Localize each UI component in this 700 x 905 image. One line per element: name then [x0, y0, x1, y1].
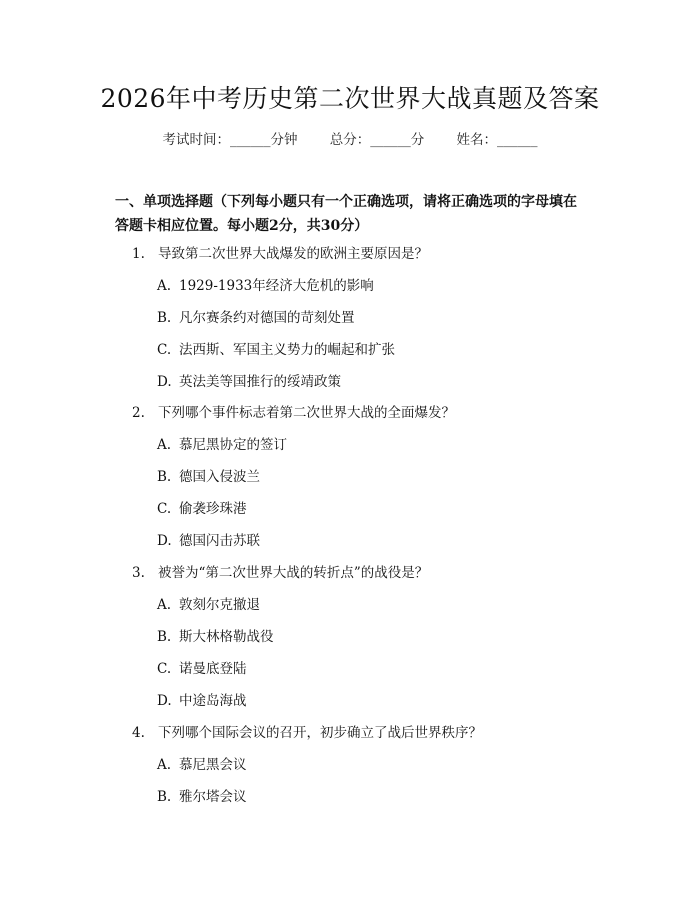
option-letter: C. [157, 661, 172, 677]
question-2-option-b [157, 467, 260, 487]
question-number: 4. [132, 725, 145, 741]
option-text: 偷袭珍珠港 [179, 501, 247, 517]
question-4-option-b [157, 787, 247, 807]
option-text: 雅尔塔会议 [179, 789, 247, 805]
option-text: 德国入侵波兰 [179, 469, 260, 485]
option-letter: B. [157, 310, 172, 326]
option-letter: B. [157, 629, 172, 645]
question-2-option-d [157, 531, 260, 551]
question-text: 下列哪个国际会议的召开，初步确立了战后世界秩序？ [158, 725, 482, 741]
option-text: 斯大林格勒战役 [179, 629, 274, 645]
option-text: 英法美等国推行的绥靖政策 [179, 374, 341, 390]
option-text: 法西斯、军国主义势力的崛起和扩张 [179, 342, 395, 358]
question-1-option-a [157, 276, 374, 296]
option-letter: A. [157, 437, 172, 453]
page-title: 2026年中考历史第二次世界大战真题及答案 [100, 84, 600, 113]
option-text: 敦刻尔克撤退 [179, 597, 260, 613]
question-3-option-a [157, 595, 260, 615]
question-text: 被誉为“第二次世界大战的转折点”的战役是？ [158, 565, 429, 581]
exam-time-label: 考试时间：______分钟 [162, 132, 298, 148]
question-text: 导致第二次世界大战爆发的欧洲主要原因是？ [158, 246, 428, 262]
question-number: 3. [132, 565, 145, 581]
question-3 [132, 563, 428, 583]
section-heading: 一、单项选择题（下列每小题只有一个正确选项，请将正确选项的字母填在答题卡相应位置。每小题2分，共30分） [115, 194, 577, 234]
option-letter: C. [157, 342, 172, 358]
question-number: 1. [132, 246, 145, 262]
question-4-option-a [157, 755, 247, 775]
option-letter: D. [157, 693, 172, 709]
option-letter: D. [157, 374, 172, 390]
option-text: 中途岛海战 [179, 693, 247, 709]
option-letter: A. [157, 278, 172, 294]
total-score-label: 总分：______分 [329, 132, 425, 148]
question-2 [132, 403, 455, 423]
option-text: 凡尔赛条约对德国的苛刻处置 [179, 310, 355, 326]
option-text: 德国闪击苏联 [179, 533, 260, 549]
option-letter: C. [157, 501, 172, 517]
question-3-option-b [157, 627, 274, 647]
question-2-option-a [157, 435, 287, 455]
option-text: 诺曼底登陆 [179, 661, 247, 677]
question-3-option-d [157, 691, 247, 711]
option-text: 慕尼黑协定的签订 [179, 437, 287, 453]
option-letter: D. [157, 533, 172, 549]
option-letter: A. [157, 757, 172, 773]
option-text: 慕尼黑会议 [179, 757, 247, 773]
question-2-option-c [157, 499, 247, 519]
question-text: 下列哪个事件标志着第二次世界大战的全面爆发？ [158, 405, 455, 421]
question-3-option-c [157, 659, 247, 679]
question-1 [132, 244, 428, 264]
question-1-option-d [157, 372, 341, 392]
option-letter: B. [157, 469, 172, 485]
question-4 [132, 723, 482, 743]
option-letter: B. [157, 789, 172, 805]
student-name-label: 姓名：______ [456, 132, 538, 148]
question-1-option-c [157, 340, 395, 360]
exam-info-row [0, 130, 700, 150]
option-text: 1929-1933年经济大危机的影响 [179, 278, 374, 294]
question-number: 2. [132, 405, 145, 421]
question-1-option-b [157, 308, 355, 328]
option-letter: A. [157, 597, 172, 613]
